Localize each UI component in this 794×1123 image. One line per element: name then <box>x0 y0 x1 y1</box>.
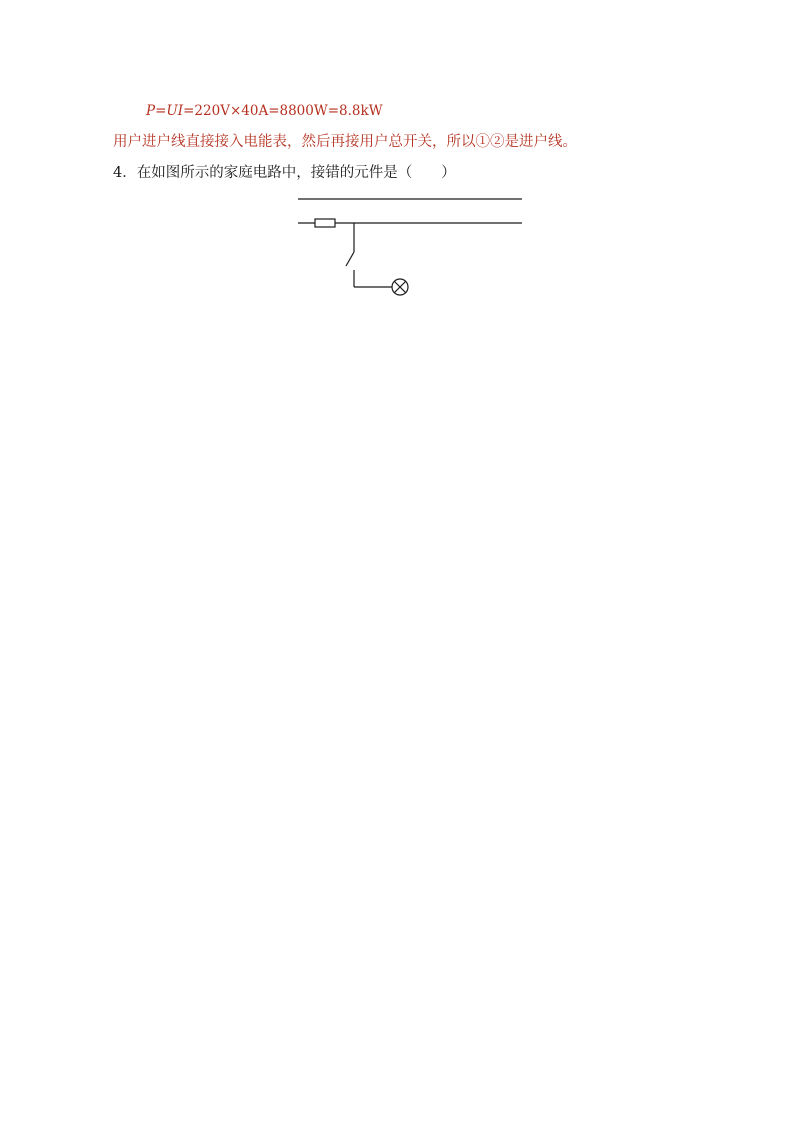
formula-p: P <box>146 103 156 119</box>
formula-rest: =220V×40A=8800W=8.8kW <box>183 103 383 119</box>
power-formula <box>146 101 383 121</box>
formula-ui: UI <box>166 103 184 119</box>
circuit-diagram <box>258 190 548 320</box>
switch-s1-blade <box>346 252 354 266</box>
formula-eq: = <box>155 103 167 119</box>
note-line: 用户进户线直接接入电能表，然后再接用户总开关，所以①②是进户线。 <box>113 134 577 150</box>
q4-stem: 4．在如图所示的家庭电路中，接错的元件是（ ） <box>113 165 456 181</box>
fuse-e-symbol <box>315 219 335 227</box>
